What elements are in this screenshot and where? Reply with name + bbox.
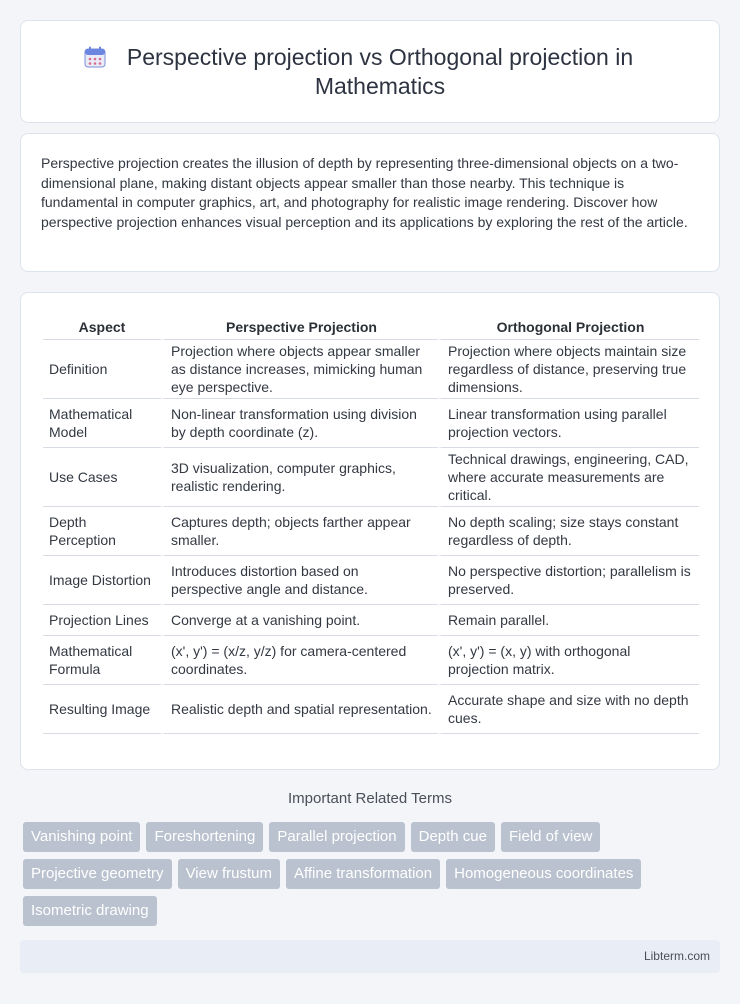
table-cell-orthogonal: Projection where objects maintain size regardless of distance, preserving true dimensions. [438,340,699,399]
header-card [20,20,720,123]
table-cell-aspect: Definition [43,340,161,399]
table-row [43,399,699,448]
table-cell-aspect: Use Cases [43,448,161,507]
comparison-table [43,313,699,734]
table-cell-aspect: Image Distortion [43,556,161,605]
footer [20,940,720,973]
related-terms-list [23,822,713,926]
related-term-tag[interactable]: Affine transformation [286,859,440,889]
table-cell-aspect: Depth Perception [43,507,161,556]
table-cell-perspective: Realistic depth and spatial representation. [161,685,438,734]
table-cell-orthogonal: Technical drawings, engineering, CAD, where accurate measurements are critical. [438,448,699,507]
table-cell-orthogonal: Accurate shape and size with no depth cues. [438,685,699,734]
table-cell-orthogonal: (x', y') = (x, y) with orthogonal projection matrix. [438,636,699,685]
column-header: Orthogonal Projection [438,313,699,340]
table-cell-perspective: Non-linear transformation using division by depth coordinate (z). [161,399,438,448]
table-cell-aspect: Mathematical Model [43,399,161,448]
table-cell-perspective: Introduces distortion based on perspective angle and distance. [161,556,438,605]
table-cell-orthogonal: No depth scaling; size stays constant regardless of depth. [438,507,699,556]
table-row [43,340,699,399]
table-cell-aspect: Resulting Image [43,685,161,734]
related-terms-title: Important Related Terms [288,790,452,807]
related-term-tag[interactable]: Projective geometry [23,859,172,889]
table-cell-orthogonal: No perspective distortion; parallelism is preserved. [438,556,699,605]
related-term-tag[interactable]: Parallel projection [269,822,404,852]
column-header: Aspect [43,313,161,340]
table-cell-orthogonal: Linear transformation using parallel projection vectors. [438,399,699,448]
table-row [43,636,699,685]
related-term-tag[interactable]: Vanishing point [23,822,140,852]
related-term-tag[interactable]: Foreshortening [146,822,263,852]
table-cell-perspective: 3D visualization, computer graphics, realistic rendering. [161,448,438,507]
related-term-tag[interactable]: Isometric drawing [23,896,157,926]
related-term-tag[interactable]: View frustum [178,859,280,889]
table-cell-perspective: Converge at a vanishing point. [161,605,438,636]
intro-text: Perspective projection creates the illusion of depth by representing three-dimensional objects on a two-dimensional plane, making distant objects appear smaller than those nearby. This technique is fundamental in computer graphics, art, and photography for realistic image rendering. Discover how perspective projection enhances visual perception and its applications by exploring the rest of the article. [41,155,688,230]
table-cell-aspect: Mathematical Formula [43,636,161,685]
table-row [43,556,699,605]
related-term-tag[interactable]: Field of view [501,822,600,852]
table-row [43,605,699,636]
page-title: Perspective projection vs Orthogonal projection in Mathematics [126,44,634,99]
table-cell-orthogonal: Remain parallel. [438,605,699,636]
related-term-tag[interactable]: Depth cue [411,822,495,852]
table-cell-perspective: (x', y') = (x/z, y/z) for camera-centered coordinates. [161,636,438,685]
table-header-row [43,313,699,340]
table-cell-perspective: Captures depth; objects farther appear smaller. [161,507,438,556]
column-header: Perspective Projection [161,313,438,340]
table-cell-perspective: Projection where objects appear smaller as distance increases, mimicking human eye perspective. [161,340,438,399]
table-row [43,507,699,556]
table-row [43,448,699,507]
footer-site-link[interactable]: Libterm.com [643,949,710,963]
table-cell-aspect: Projection Lines [43,605,161,636]
related-term-tag[interactable]: Homogeneous coordinates [446,859,641,889]
table-row [43,685,699,734]
intro-card [20,133,720,272]
comparison-table-card [20,292,720,770]
